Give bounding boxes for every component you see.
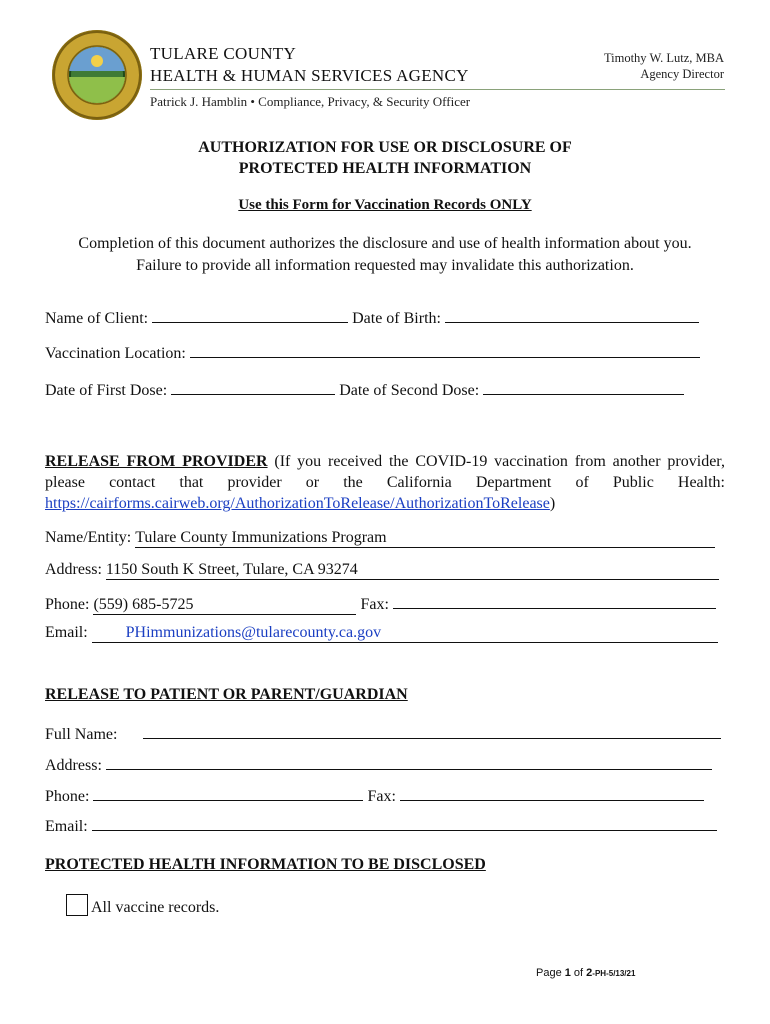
provider-address-label: Address: xyxy=(45,561,102,578)
header-divider xyxy=(150,89,725,90)
all-vaccine-records-label: All vaccine records. xyxy=(91,899,220,916)
provider-address-row xyxy=(45,561,719,580)
agency-name-line1: TULARE COUNTY xyxy=(150,44,297,63)
form-subtitle: Use this Form for Vaccination Records ONLY xyxy=(238,197,532,213)
patient-fax-field[interactable] xyxy=(400,785,704,801)
vaccination-location-field[interactable] xyxy=(190,342,700,358)
provider-fax-label: Fax: xyxy=(360,596,389,613)
agency-name-line2: HEALTH & HUMAN SERVICES AGENCY xyxy=(150,66,469,85)
patient-name-row xyxy=(45,723,721,744)
patient-name-label: Full Name: xyxy=(45,726,118,743)
dob-label: Date of Birth: xyxy=(352,310,441,327)
patient-phone-field[interactable] xyxy=(93,785,363,801)
patient-phone-label: Phone: xyxy=(45,788,90,805)
patient-name-field[interactable] xyxy=(143,723,721,739)
intro-text: Completion of this document authorizes the disclosure and use of health information about you. Failure to provide all information requested may invalidate this authorization. xyxy=(78,235,692,274)
patient-fax-label: Fax: xyxy=(367,788,396,805)
provider-instructions xyxy=(45,451,725,514)
cdph-release-link[interactable]: https://cairforms.cairweb.org/AuthorizationToRelease/AuthorizationToRelease xyxy=(45,495,550,512)
dose-dates-row xyxy=(45,379,684,400)
provider-name-label: Name/Entity: xyxy=(45,529,132,546)
second-dose-field[interactable] xyxy=(483,379,684,395)
provider-phone-label: Phone: xyxy=(45,596,90,613)
director-name: Timothy W. Lutz, MBA xyxy=(603,51,724,65)
vaccination-location-label: Vaccination Location: xyxy=(45,345,186,362)
form-title-line1: AUTHORIZATION FOR USE OR DISCLOSURE OF xyxy=(198,139,572,156)
seal-emblem xyxy=(69,47,125,103)
form-title-line2: PROTECTED HEALTH INFORMATION xyxy=(238,160,532,177)
county-seal-logo xyxy=(52,30,142,120)
page-footer: Page 1 of 2-PH-5/13/21 xyxy=(536,967,636,979)
patient-section-heading: RELEASE TO PATIENT OR PARENT/GUARDIAN xyxy=(45,686,408,703)
patient-phone-row xyxy=(45,785,704,806)
provider-name-row xyxy=(45,529,715,548)
provider-email-row xyxy=(45,624,718,643)
provider-phone-field[interactable]: (559) 685-5725 xyxy=(93,596,356,615)
provider-instructions-end: ) xyxy=(549,495,556,512)
provider-email-field[interactable] xyxy=(92,624,718,643)
provider-section-heading: RELEASE FROM PROVIDER xyxy=(45,453,268,470)
provider-phone-row xyxy=(45,593,716,615)
patient-address-row xyxy=(45,754,712,775)
patient-email-label: Email: xyxy=(45,818,88,835)
provider-address-field[interactable]: 1150 South K Street, Tulare, CA 93274 xyxy=(106,561,719,580)
director-title: Agency Director xyxy=(640,67,724,81)
provider-email-label: Email: xyxy=(45,624,88,641)
client-name-label: Name of Client: xyxy=(45,310,149,327)
client-name-row xyxy=(45,307,699,328)
dob-field[interactable] xyxy=(445,307,699,323)
second-dose-label: Date of Second Dose: xyxy=(339,382,480,399)
provider-email-link[interactable]: PHimmunizations@tularecounty.ca.gov xyxy=(125,624,382,641)
patient-email-row xyxy=(45,815,717,836)
first-dose-field[interactable] xyxy=(171,379,335,395)
compliance-officer: Patrick J. Hamblin • Compliance, Privacy, & Security Officer xyxy=(150,94,471,109)
phi-section-heading: PROTECTED HEALTH INFORMATION TO BE DISCLOSED xyxy=(45,856,486,873)
patient-email-field[interactable] xyxy=(92,815,717,831)
client-name-field[interactable] xyxy=(152,307,348,323)
provider-name-field[interactable]: Tulare County Immunizations Program xyxy=(135,529,715,548)
vaccination-location-row xyxy=(45,342,700,363)
patient-address-field[interactable] xyxy=(106,754,712,770)
patient-address-label: Address: xyxy=(45,757,102,774)
provider-instructions-text: (If you received the COVID-19 vaccination from another provider, please contact that provider or the California Department of Public Health: xyxy=(45,453,725,491)
all-vaccine-records-checkbox[interactable] xyxy=(66,894,88,916)
provider-fax-field[interactable] xyxy=(393,593,716,609)
first-dose-label: Date of First Dose: xyxy=(45,382,168,399)
